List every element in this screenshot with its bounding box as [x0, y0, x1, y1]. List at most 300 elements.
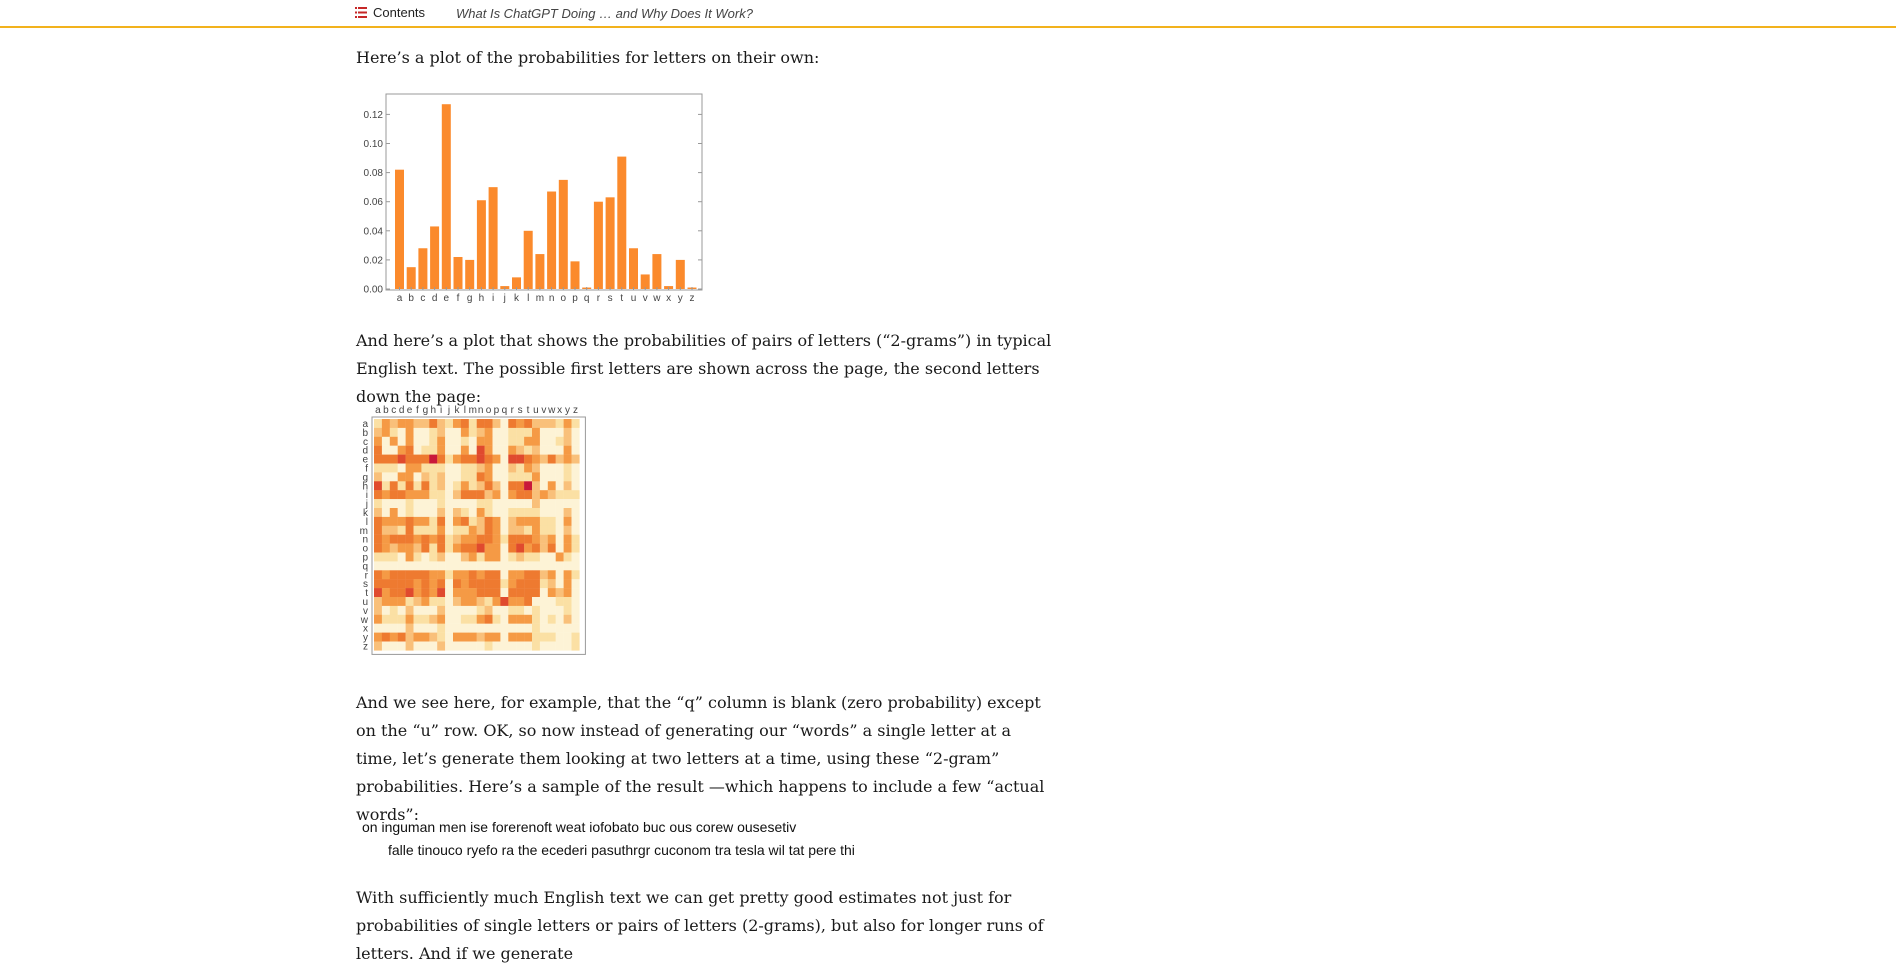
cell-bw: [382, 615, 390, 624]
cell-sc: [516, 437, 524, 446]
cell-qh: [500, 481, 508, 490]
cell-cl: [390, 517, 398, 526]
cell-qz: [500, 642, 508, 651]
x-tick-label: i: [491, 293, 495, 304]
row-label: b: [362, 427, 368, 439]
cell-fo: [414, 544, 422, 553]
cell-rr: [508, 570, 516, 579]
cell-gq: [421, 561, 429, 570]
cell-is: [437, 579, 445, 588]
cell-cw: [390, 615, 398, 624]
cell-gw: [421, 615, 429, 624]
cell-tx: [524, 624, 532, 633]
cell-fd: [414, 446, 422, 455]
row-label: c: [363, 436, 368, 448]
column-label: l: [463, 405, 466, 416]
cell-xp: [556, 553, 564, 562]
cell-gt: [421, 588, 429, 597]
cell-wu: [548, 597, 556, 606]
cell-qq: [500, 561, 508, 570]
cell-mn: [469, 535, 477, 544]
cell-ut: [532, 588, 540, 597]
column-label: v: [541, 405, 547, 416]
cell-hk: [429, 508, 437, 517]
cell-gb: [421, 428, 429, 437]
cell-vm: [540, 526, 548, 535]
cell-kk: [453, 508, 461, 517]
bar-l: [524, 231, 533, 289]
cell-zb: [572, 428, 580, 437]
cell-ow: [485, 615, 493, 624]
cell-mt: [469, 588, 477, 597]
row-label: o: [362, 543, 368, 555]
cell-oe: [485, 455, 493, 464]
cell-tb: [524, 428, 532, 437]
row-label: x: [363, 623, 368, 635]
bar-p: [571, 261, 580, 289]
cell-jh: [445, 481, 453, 490]
cell-yr: [564, 570, 572, 579]
cell-wi: [548, 490, 556, 499]
cell-pp: [493, 553, 501, 562]
cell-wj: [548, 499, 556, 508]
cell-wd: [548, 446, 556, 455]
cell-pj: [493, 499, 501, 508]
cell-yz: [564, 642, 572, 651]
cell-vz: [540, 642, 548, 651]
cell-qp: [500, 553, 508, 562]
paragraph-2: And here’s a plot that shows the probabilities of pairs of letters (“2-grams”) in typical English text. The possible first letters are shown across the page, the second letters down the page:: [356, 331, 1052, 406]
cell-jt: [445, 588, 453, 597]
cell-mf: [469, 464, 477, 473]
row-label: r: [364, 570, 368, 582]
cell-ca: [390, 419, 398, 428]
cell-so: [516, 544, 524, 553]
cell-tl: [524, 517, 532, 526]
column-label: q: [501, 405, 508, 416]
cell-wt: [548, 588, 556, 597]
bar-y: [676, 260, 685, 289]
row-label: f: [365, 463, 368, 475]
cell-ik: [437, 508, 445, 517]
cell-fn: [414, 535, 422, 544]
cell-ql: [500, 517, 508, 526]
cell-pq: [493, 561, 501, 570]
cell-gu: [421, 597, 429, 606]
cell-ad: [374, 446, 382, 455]
cell-oc: [485, 437, 493, 446]
cell-tm: [524, 526, 532, 535]
cell-nr: [477, 570, 485, 579]
cell-nc: [477, 437, 485, 446]
cell-bl: [382, 517, 390, 526]
row-label: m: [359, 525, 368, 537]
cell-ks: [453, 579, 461, 588]
cell-om: [485, 526, 493, 535]
cell-pr: [493, 570, 501, 579]
cell-cu: [390, 597, 398, 606]
cell-eo: [406, 544, 414, 553]
cell-vl: [540, 517, 548, 526]
cell-ng: [477, 472, 485, 481]
column-label: i: [440, 405, 443, 416]
cell-lw: [461, 615, 469, 624]
cell-pt: [493, 588, 501, 597]
cell-we: [548, 455, 556, 464]
cell-ky: [453, 633, 461, 642]
cell-ar: [374, 570, 382, 579]
cell-vp: [540, 553, 548, 562]
cell-dy: [398, 633, 406, 642]
cell-ma: [469, 419, 477, 428]
cell-ib: [437, 428, 445, 437]
cell-wq: [548, 561, 556, 570]
column-label: s: [517, 405, 523, 416]
cell-ov: [485, 606, 493, 615]
cell-xf: [556, 464, 564, 473]
cell-vh: [540, 481, 548, 490]
bar-s: [606, 197, 615, 289]
cell-dj: [398, 499, 406, 508]
cell-eb: [406, 428, 414, 437]
cell-sr: [516, 570, 524, 579]
cell-uz: [532, 642, 540, 651]
cell-xw: [556, 615, 564, 624]
cell-fw: [414, 615, 422, 624]
cell-rs: [508, 579, 516, 588]
cell-tj: [524, 499, 532, 508]
cell-ll: [461, 517, 469, 526]
cell-cz: [390, 642, 398, 651]
column-label: b: [383, 405, 389, 416]
cell-ew: [406, 615, 414, 624]
bar-r: [594, 202, 603, 289]
cell-pf: [493, 464, 501, 473]
cell-sk: [516, 508, 524, 517]
cell-fs: [414, 579, 422, 588]
cell-ee: [406, 455, 414, 464]
cell-no: [477, 544, 485, 553]
x-tick-label: k: [514, 293, 519, 304]
cell-wg: [548, 472, 556, 481]
cell-yj: [564, 499, 572, 508]
cell-aq: [374, 561, 382, 570]
cell-wc: [548, 437, 556, 446]
cell-ce: [390, 455, 398, 464]
cell-mq: [469, 561, 477, 570]
cell-it: [437, 588, 445, 597]
cell-ep: [406, 553, 414, 562]
cell-hg: [429, 472, 437, 481]
cell-ex: [406, 624, 414, 633]
cell-br: [382, 570, 390, 579]
cell-at: [374, 588, 382, 597]
cell-yg: [564, 472, 572, 481]
column-label: h: [430, 405, 437, 416]
y-tick-label: 0.02: [363, 255, 383, 267]
cell-zr: [572, 570, 580, 579]
cell-lc: [461, 437, 469, 446]
cell-iz: [437, 642, 445, 651]
cell-of: [485, 464, 493, 473]
cell-xy: [556, 633, 564, 642]
cell-wo: [548, 544, 556, 553]
cell-ae: [374, 455, 382, 464]
cell-mv: [469, 606, 477, 615]
column-label: w: [548, 405, 556, 416]
cell-kg: [453, 472, 461, 481]
cell-bi: [382, 490, 390, 499]
cell-lo: [461, 544, 469, 553]
cell-nu: [477, 597, 485, 606]
cell-ou: [485, 597, 493, 606]
cell-xi: [556, 490, 564, 499]
cell-ea: [406, 419, 414, 428]
cell-as: [374, 579, 382, 588]
book-title[interactable]: What Is ChatGPT Doing … and Why Does It Work?: [456, 6, 753, 21]
column-label: f: [416, 405, 419, 416]
cell-yu: [564, 597, 572, 606]
cell-tt: [524, 588, 532, 597]
cell-dg: [398, 472, 406, 481]
cell-ta: [524, 419, 532, 428]
column-label: d: [398, 405, 405, 416]
cell-co: [390, 544, 398, 553]
cell-oj: [485, 499, 493, 508]
cell-wa: [548, 419, 556, 428]
cell-pa: [493, 419, 501, 428]
cell-ho: [429, 544, 437, 553]
cell-kw: [453, 615, 461, 624]
cell-ab: [374, 428, 382, 437]
cell-ia: [437, 419, 445, 428]
cell-vn: [540, 535, 548, 544]
cell-av: [374, 606, 382, 615]
cell-za: [572, 419, 580, 428]
cell-rn: [508, 535, 516, 544]
cell-ju: [445, 597, 453, 606]
cell-zw: [572, 615, 580, 624]
row-label: g: [362, 472, 368, 484]
cell-af: [374, 464, 382, 473]
cell-lu: [461, 597, 469, 606]
cell-xl: [556, 517, 564, 526]
cell-xc: [556, 437, 564, 446]
cell-fy: [414, 633, 422, 642]
cell-pl: [493, 517, 501, 526]
cell-lh: [461, 481, 469, 490]
cell-dx: [398, 624, 406, 633]
cell-uk: [532, 508, 540, 517]
cell-ds: [398, 579, 406, 588]
cell-sp: [516, 553, 524, 562]
cell-tp: [524, 553, 532, 562]
cell-dn: [398, 535, 406, 544]
cell-uu: [532, 597, 540, 606]
cell-vc: [540, 437, 548, 446]
cell-ch: [390, 481, 398, 490]
cell-il: [437, 517, 445, 526]
bar-w: [652, 254, 661, 289]
cell-wz: [548, 642, 556, 651]
cell-db: [398, 428, 406, 437]
cell-tr: [524, 570, 532, 579]
cell-yn: [564, 535, 572, 544]
cell-ht: [429, 588, 437, 597]
cell-ah: [374, 481, 382, 490]
x-tick-label: c: [420, 293, 426, 304]
cell-id: [437, 446, 445, 455]
cell-js: [445, 579, 453, 588]
column-label: g: [422, 405, 429, 416]
row-label: y: [363, 632, 368, 644]
cell-zs: [572, 579, 580, 588]
cell-jk: [445, 508, 453, 517]
cell-xm: [556, 526, 564, 535]
cell-lj: [461, 499, 469, 508]
cell-np: [477, 553, 485, 562]
cell-mj: [469, 499, 477, 508]
cell-ys: [564, 579, 572, 588]
cell-ax: [374, 624, 382, 633]
cell-bt: [382, 588, 390, 597]
cell-nt: [477, 588, 485, 597]
cell-ic: [437, 437, 445, 446]
cell-pm: [493, 526, 501, 535]
bar-v: [641, 274, 650, 289]
cell-xb: [556, 428, 564, 437]
row-label: n: [362, 534, 368, 546]
column-label: p: [493, 405, 500, 416]
x-tick-label: d: [431, 293, 438, 304]
cell-bj: [382, 499, 390, 508]
cell-tc: [524, 437, 532, 446]
cell-pk: [493, 508, 501, 517]
cell-vy: [540, 633, 548, 642]
cell-df: [398, 464, 406, 473]
cell-pi: [493, 490, 501, 499]
cell-ji: [445, 490, 453, 499]
y-tick-label: 0.10: [363, 139, 383, 150]
cell-kh: [453, 481, 461, 490]
cell-us: [532, 579, 540, 588]
cell-an: [374, 535, 382, 544]
cell-hw: [429, 615, 437, 624]
contents-button[interactable]: [355, 5, 425, 20]
cell-ak: [374, 508, 382, 517]
cell-yb: [564, 428, 572, 437]
cell-zx: [572, 624, 580, 633]
cell-hv: [429, 606, 437, 615]
cell-sj: [516, 499, 524, 508]
cell-hb: [429, 428, 437, 437]
cell-xj: [556, 499, 564, 508]
cell-lf: [461, 464, 469, 473]
cell-pu: [493, 597, 501, 606]
row-label: h: [362, 481, 368, 493]
cell-vq: [540, 561, 548, 570]
cell-qa: [500, 419, 508, 428]
cell-qn: [500, 535, 508, 544]
cell-xo: [556, 544, 564, 553]
row-label: d: [362, 445, 368, 457]
cell-rd: [508, 446, 516, 455]
cell-la: [461, 419, 469, 428]
x-tick-label: t: [620, 293, 624, 304]
cell-kd: [453, 446, 461, 455]
cell-vr: [540, 570, 548, 579]
cell-vi: [540, 490, 548, 499]
cell-qu: [500, 597, 508, 606]
cell-rt: [508, 588, 516, 597]
cell-wb: [548, 428, 556, 437]
cell-vs: [540, 579, 548, 588]
cell-ox: [485, 624, 493, 633]
cell-xg: [556, 472, 564, 481]
cell-ls: [461, 579, 469, 588]
cell-hr: [429, 570, 437, 579]
x-tick-label: v: [642, 293, 648, 304]
cell-gd: [421, 446, 429, 455]
cell-gs: [421, 579, 429, 588]
cell-ki: [453, 490, 461, 499]
cell-gv: [421, 606, 429, 615]
cell-bb: [382, 428, 390, 437]
cell-bs: [382, 579, 390, 588]
y-tick-label: 0.08: [363, 168, 383, 180]
cell-zu: [572, 597, 580, 606]
cell-wl: [548, 517, 556, 526]
cell-oh: [485, 481, 493, 490]
cell-ij: [437, 499, 445, 508]
cell-to: [524, 544, 532, 553]
x-tick-label: z: [689, 293, 695, 304]
cell-or: [485, 570, 493, 579]
cell-sx: [516, 624, 524, 633]
cell-cm: [390, 526, 398, 535]
cell-oy: [485, 633, 493, 642]
cell-io: [437, 544, 445, 553]
cell-rp: [508, 553, 516, 562]
cell-gr: [421, 570, 429, 579]
cell-dl: [398, 517, 406, 526]
x-tick-label: q: [583, 293, 590, 304]
cell-vw: [540, 615, 548, 624]
cell-pb: [493, 428, 501, 437]
cell-iw: [437, 615, 445, 624]
cell-mr: [469, 570, 477, 579]
bar-h: [477, 200, 486, 289]
cell-qk: [500, 508, 508, 517]
bar-i: [489, 187, 498, 289]
row-label: l: [365, 516, 368, 528]
cell-qx: [500, 624, 508, 633]
cell-en: [406, 535, 414, 544]
cell-um: [532, 526, 540, 535]
cell-mm: [469, 526, 477, 535]
cell-cx: [390, 624, 398, 633]
cell-sl: [516, 517, 524, 526]
cell-jd: [445, 446, 453, 455]
sample-text-line-1: on inguman men ise forerenoft weat iofobato buc ous corew ousesetiv: [362, 819, 797, 835]
column-label: c: [391, 405, 397, 416]
cell-od: [485, 446, 493, 455]
cell-on: [485, 535, 493, 544]
cell-jw: [445, 615, 453, 624]
cell-zt: [572, 588, 580, 597]
cell-pd: [493, 446, 501, 455]
cell-wh: [548, 481, 556, 490]
